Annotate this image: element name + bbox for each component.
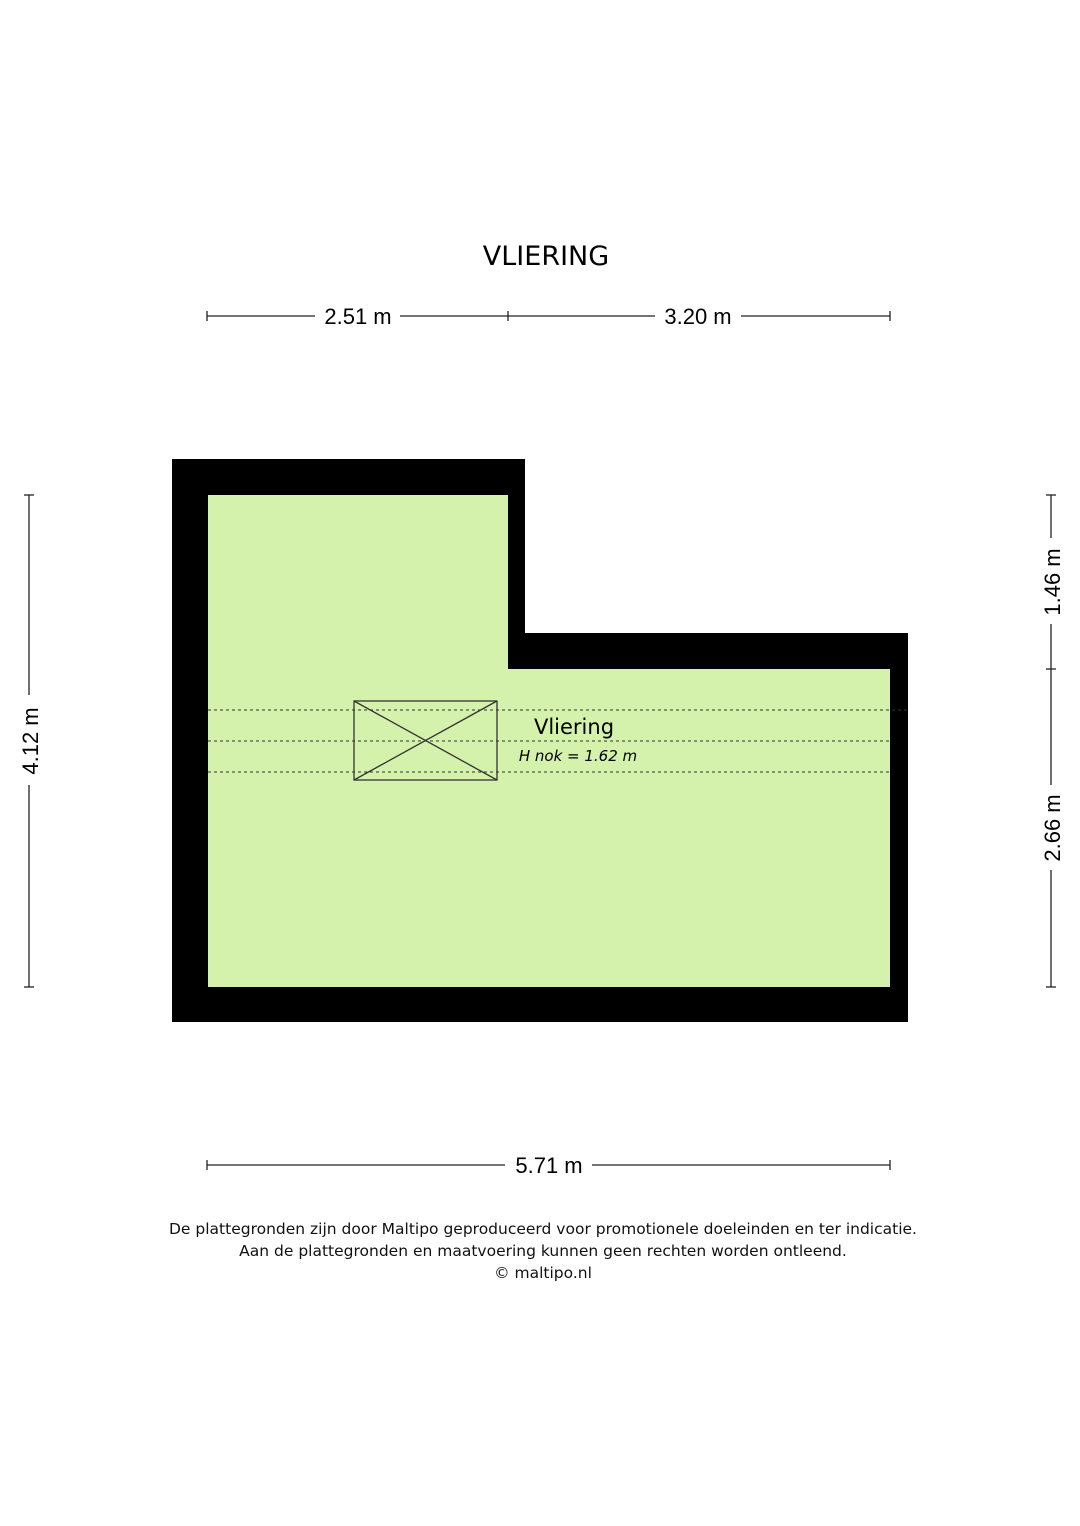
plan-title: VLIERING — [482, 241, 610, 272]
copyright-text: © maltipo.nl — [494, 1264, 592, 1282]
dimension-right-bottom-label: 2.66 m — [1040, 794, 1065, 862]
disclaimer-line-2: Aan de plattegronden en maatvoering kunnen geen rechten worden ontleend. — [239, 1242, 847, 1260]
disclaimer — [0, 1218, 1080, 1284]
dimension-top-left-label: 2.51 m — [324, 304, 392, 329]
dimension-left-label: 4.12 m — [18, 707, 43, 775]
dimension-top-right-label: 3.20 m — [664, 304, 732, 329]
disclaimer-line-1: De plattegronden zijn door Maltipo geproduceerd voor promotionele doeleinden en ter indicatie. — [169, 1220, 917, 1238]
dimension-bottom-label: 5.71 m — [515, 1153, 583, 1178]
room-name: Vliering — [533, 715, 615, 739]
dimension-right-top-label: 1.46 m — [1040, 548, 1065, 616]
room-height-label: H nok = 1.62 m — [518, 747, 638, 765]
dimension-top — [207, 311, 890, 321]
